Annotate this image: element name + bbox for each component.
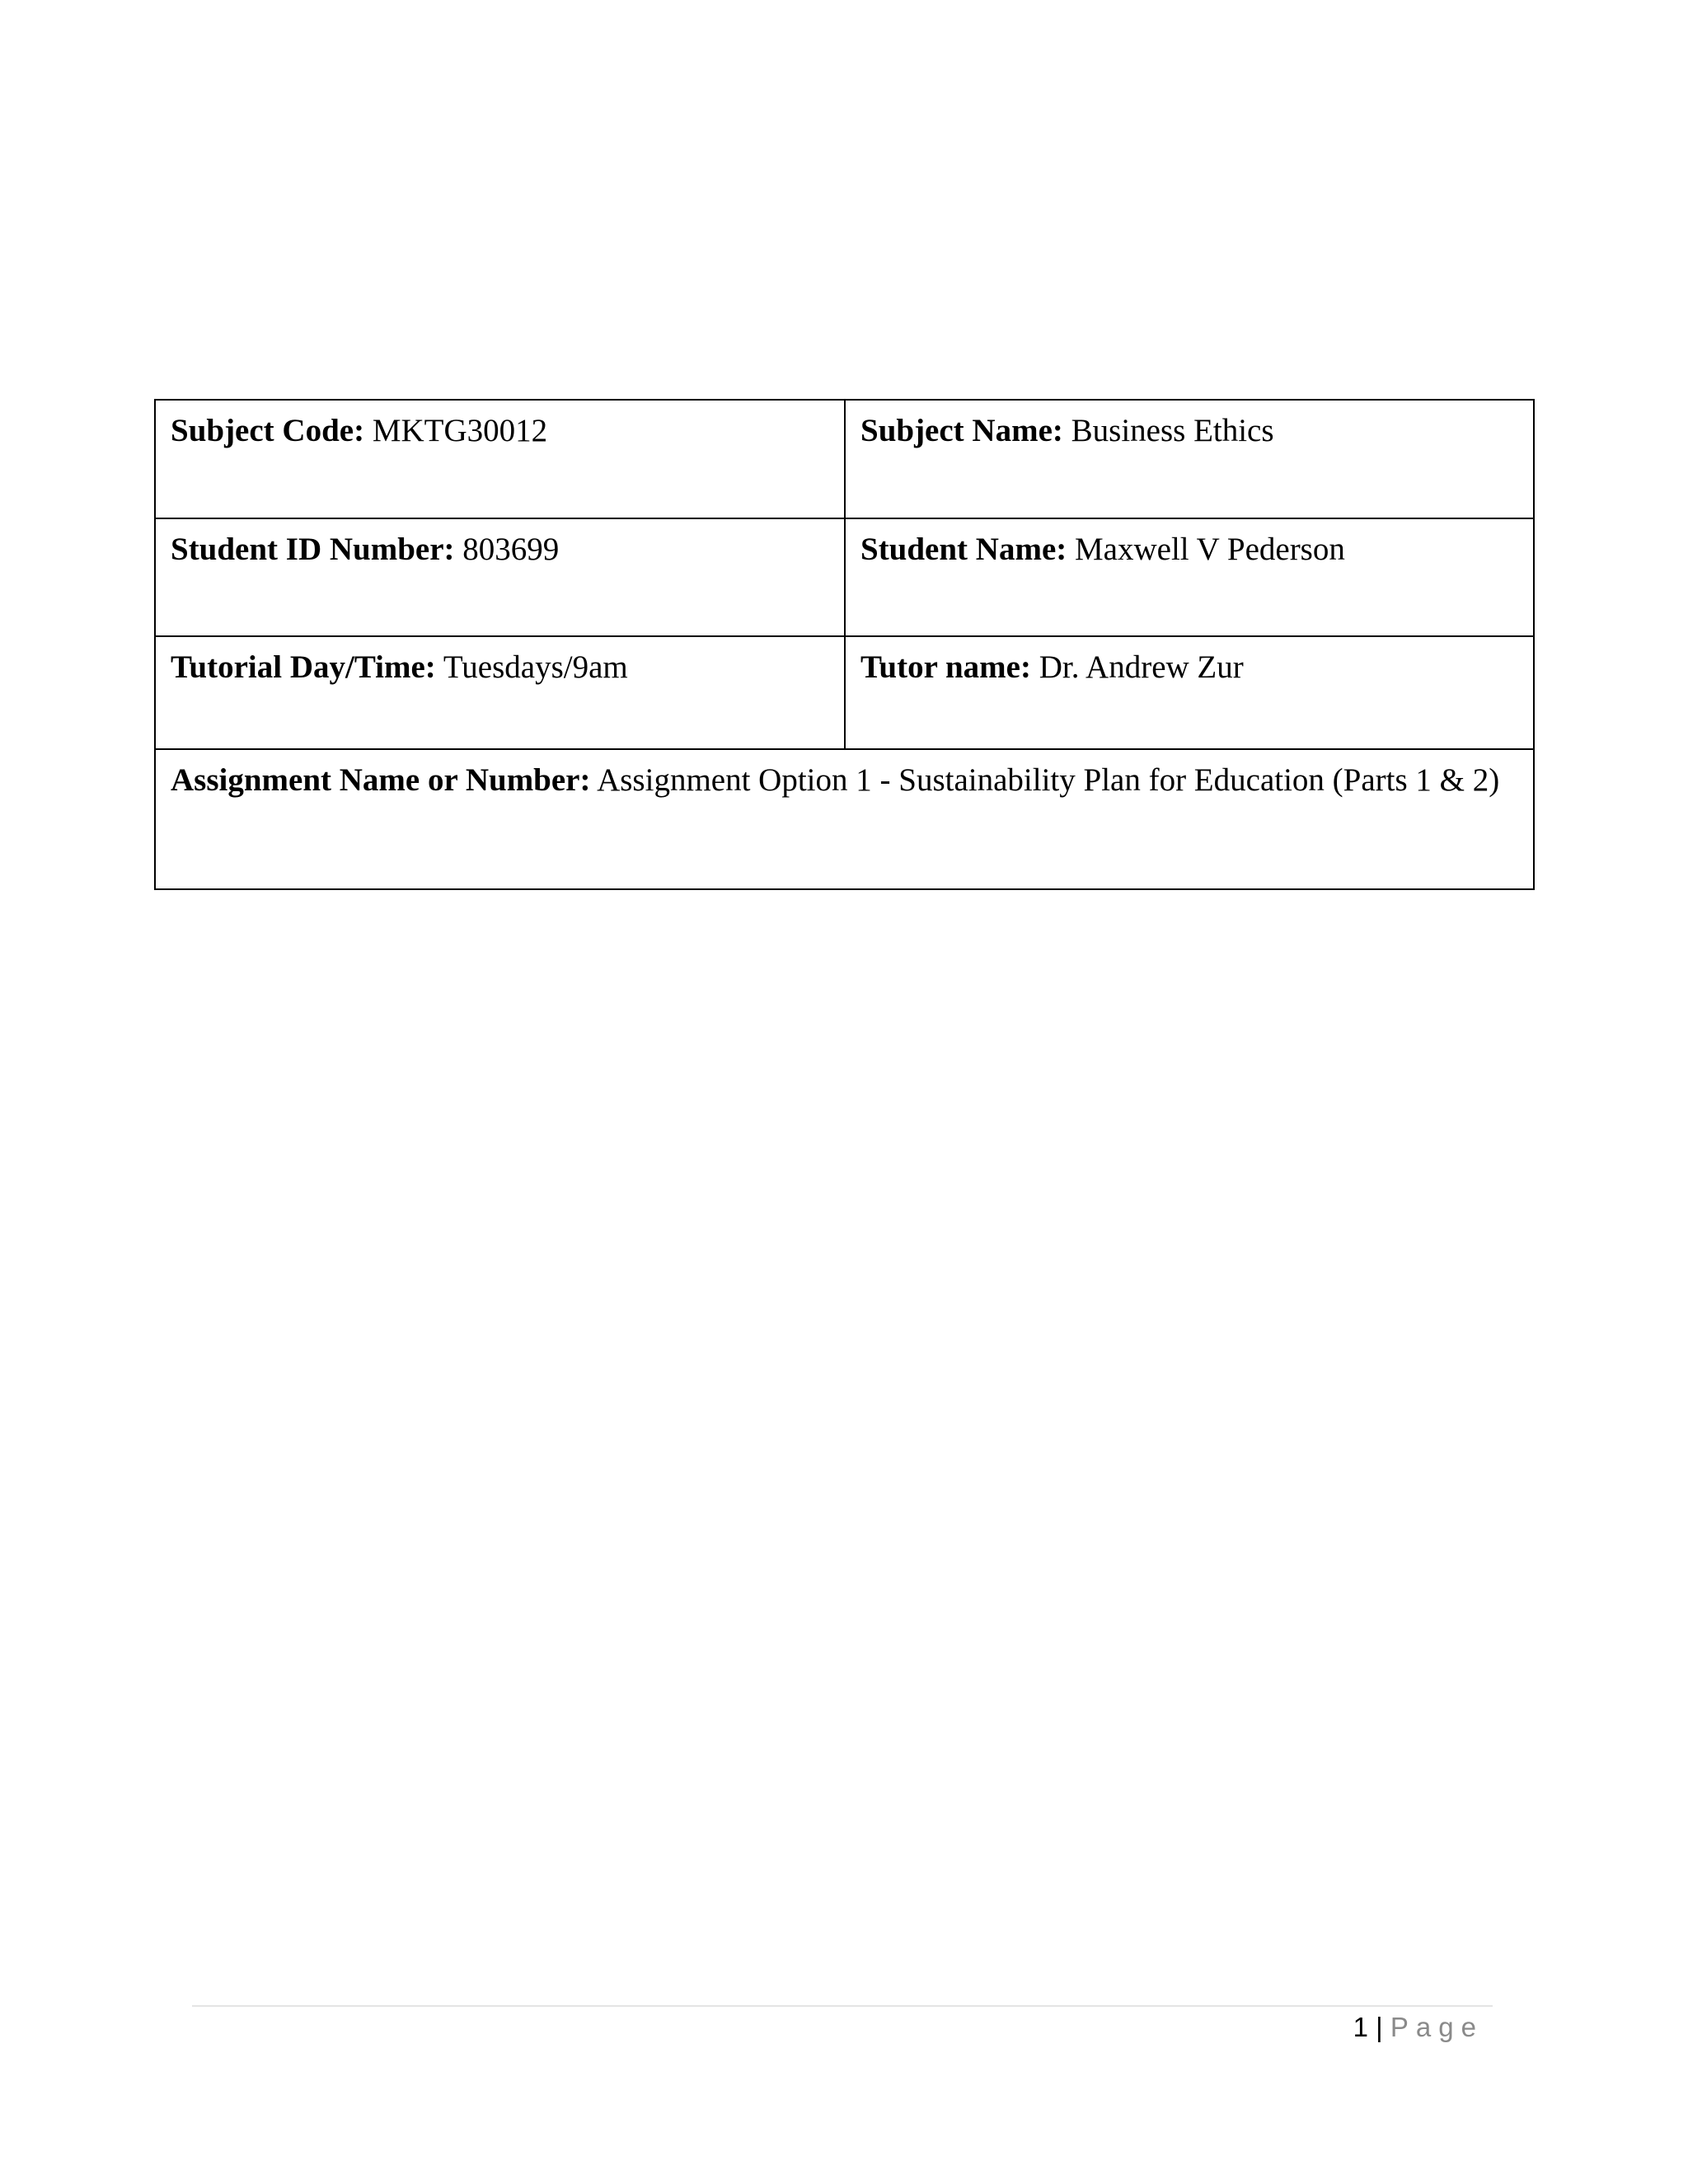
student-id-label: Student ID Number:: [171, 532, 455, 567]
tutorial-value: Tuesdays/9am: [443, 649, 628, 685]
table-row: [155, 636, 1534, 749]
assignment-label: Assignment Name or Number:: [171, 762, 591, 798]
tutor-cell: [845, 636, 1534, 749]
assignment-value: Assignment Option 1 - Sustainability Plan for Education (Parts 1 & 2): [597, 762, 1500, 798]
tutor-value: Dr. Andrew Zur: [1039, 649, 1244, 685]
student-name-cell: [845, 518, 1534, 636]
subject-name-label: Subject Name:: [860, 413, 1063, 448]
cover-sheet-table: [154, 399, 1535, 890]
tutorial-cell: [155, 636, 845, 749]
student-id-value: 803699: [462, 532, 560, 567]
page-number: 1: [1353, 2012, 1368, 2042]
tutorial-label: Tutorial Day/Time:: [171, 649, 436, 685]
table-row: [155, 400, 1534, 518]
assignment-cell: [155, 749, 1534, 889]
subject-code-value: MKTG30012: [372, 413, 548, 448]
subject-name-cell: [845, 400, 1534, 518]
subject-code-cell: [155, 400, 845, 518]
page-footer: [1353, 2011, 1484, 2044]
subject-name-value: Business Ethics: [1071, 413, 1274, 448]
tutor-label: Tutor name:: [860, 649, 1031, 685]
page-label: Page: [1390, 2012, 1484, 2042]
table-row: [155, 518, 1534, 636]
student-name-value: Maxwell V Pederson: [1075, 532, 1345, 567]
student-id-cell: [155, 518, 845, 636]
footer-divider: [192, 2005, 1493, 2007]
student-name-label: Student Name:: [860, 532, 1067, 567]
footer-separator: |: [1376, 2012, 1383, 2042]
subject-code-label: Subject Code:: [171, 413, 365, 448]
table-row: [155, 749, 1534, 889]
